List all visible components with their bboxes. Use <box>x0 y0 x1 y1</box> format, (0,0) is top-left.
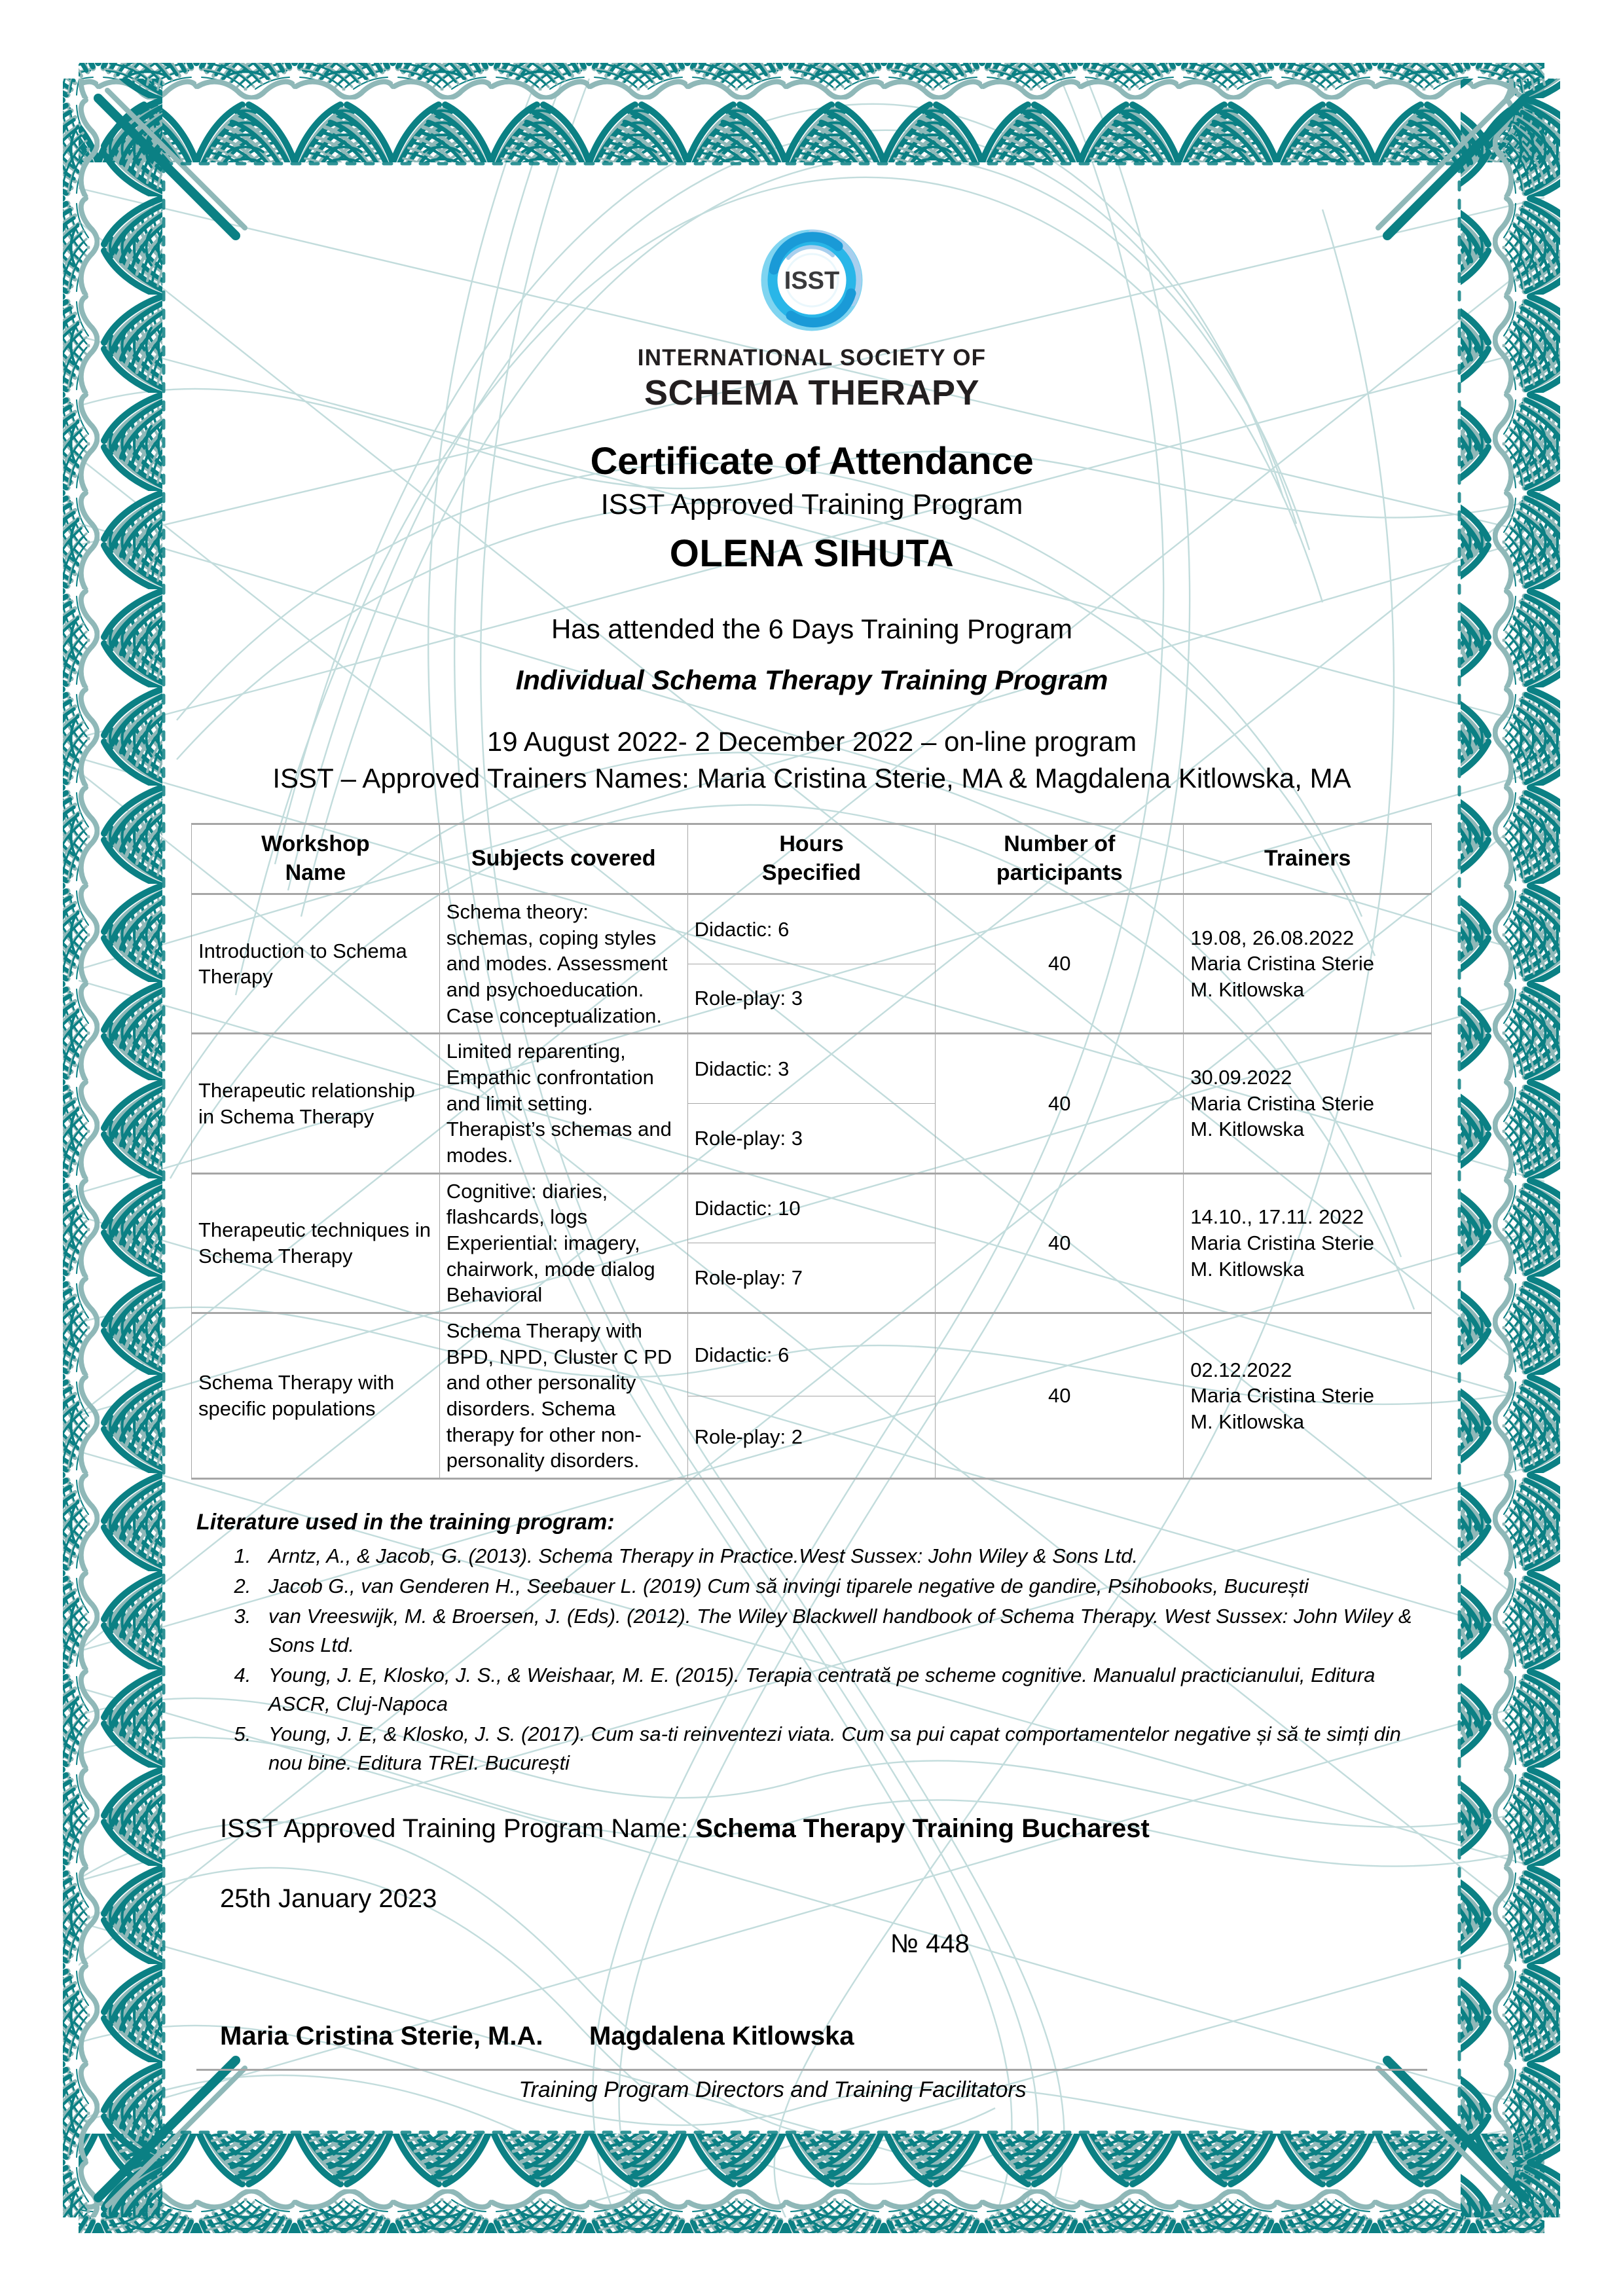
training-program-title: Individual Schema Therapy Training Program <box>515 665 1108 695</box>
cell-hours-didactic: Didactic: 3 <box>687 1034 936 1104</box>
signature-left-name: Maria Cristina Sterie, M.A. <box>220 2022 543 2051</box>
approved-program-line <box>220 1814 1427 1844</box>
cell-participants: 40 <box>936 1173 1184 1313</box>
cell-workshop-name: Schema Therapy with specific populations <box>192 1313 440 1479</box>
signature-divider <box>196 2069 1427 2071</box>
cell-hours-didactic: Didactic: 10 <box>687 1173 936 1243</box>
col-hours-l2: Specified <box>761 860 862 885</box>
list-item: 2. Jacob G., van Genderen H., Seebauer L. (2019) Cum să invingi tiparele negative de gandire, Psihobooks, București <box>257 1572 1427 1601</box>
cell-trainer-2: M. Kitlowska <box>1190 1257 1305 1281</box>
cell-participants: 40 <box>936 894 1184 1034</box>
list-item: 4. Young, J. E, Klosko, J. S., & Weishaar, M. E. (2015). Terapia centrată pe scheme cognitive. Manualul practicianului, Editura ASCR, Cluj-Napoca <box>257 1661 1427 1719</box>
signature-caption: Training Program Directors and Training Facilitators <box>519 2077 1027 2103</box>
col-hours <box>687 824 936 894</box>
workshops-table <box>191 823 1432 1480</box>
table-row <box>192 1173 1432 1243</box>
approved-trainers-line: ISST – Approved Trainers Names: Maria Cristina Sterie, MA & Magdalena Kitlowska, MA <box>272 763 1351 793</box>
cell-trainer-dates: 19.08, 26.08.2022 <box>1190 926 1355 949</box>
isst-logo-text: ISST <box>784 267 840 295</box>
table-row <box>192 1034 1432 1104</box>
cell-trainers <box>1184 1173 1432 1313</box>
issue-date: 25th January 2023 <box>220 1884 437 1914</box>
cell-subjects: Schema Therapy with BPD, NPD, Cluster C PD and other personality disorders. Schema therapy for other non-personality disorders. <box>439 1313 687 1479</box>
cell-trainer-1: Maria Cristina Sterie <box>1190 1384 1374 1408</box>
table-header-row <box>192 824 1432 894</box>
cell-workshop-name: Introduction to Schema Therapy <box>192 894 440 1034</box>
certificate-number: № 448 <box>890 1929 970 1959</box>
training-dates: 19 August 2022- 2 December 2022 – on-line program <box>486 726 1137 757</box>
cell-subjects: Limited reparenting, Empathic confrontation and limit setting. Therapist’s schemas and modes. <box>439 1034 687 1173</box>
certificate-content <box>196 196 1427 2103</box>
isst-logo-icon <box>754 223 869 338</box>
col-workshop-name <box>192 824 440 894</box>
cell-workshop-name: Therapeutic relationship in Schema Therapy <box>192 1034 440 1173</box>
cell-trainers <box>1184 894 1432 1034</box>
cell-subjects: Cognitive: diaries, flashcards, logs Experiential: imagery, chairwork, mode dialog Behavioral <box>439 1173 687 1313</box>
signature-row <box>196 2022 1427 2064</box>
cell-hours-didactic: Didactic: 6 <box>687 894 936 964</box>
cell-trainer-2: M. Kitlowska <box>1190 978 1305 1002</box>
table-row <box>192 894 1432 964</box>
cell-trainer-1: Maria Cristina Sterie <box>1190 1091 1374 1115</box>
col-participants-l1: Number of <box>1004 831 1116 857</box>
literature-heading: Literature used in the training program: <box>196 1510 615 1535</box>
cell-workshop-name: Therapeutic techniques in Schema Therapy <box>192 1173 440 1313</box>
cell-trainer-2: M. Kitlowska <box>1190 1118 1305 1141</box>
cell-participants: 40 <box>936 1034 1184 1173</box>
cell-hours-roleplay: Role-play: 7 <box>687 1243 936 1313</box>
cell-participants: 40 <box>936 1313 1184 1479</box>
certificate-subtitle: ISST Approved Training Program <box>600 488 1023 520</box>
col-workshop-name-l1: Workshop <box>261 831 370 857</box>
recipient-name: OLENA SIHUTA <box>669 532 955 575</box>
col-participants-l2: participants <box>996 860 1123 885</box>
cell-trainers <box>1184 1034 1432 1173</box>
logo-line-schema-therapy: SCHEMA THERAPY <box>644 373 980 412</box>
col-trainers: Trainers <box>1184 824 1432 894</box>
list-item: 1. Arntz, A., & Jacob, G. (2013). Schema Therapy in Practice.West Sussex: John Wiley & Sons Ltd. <box>257 1542 1427 1571</box>
cell-trainer-1: Maria Cristina Sterie <box>1190 952 1374 975</box>
cell-trainer-dates: 14.10., 17.11. 2022 <box>1190 1205 1364 1229</box>
literature-list <box>196 1542 1427 1777</box>
cell-trainer-1: Maria Cristina Sterie <box>1190 1231 1374 1255</box>
attendance-statement: Has attended the 6 Days Training Program <box>551 613 1073 644</box>
table-row <box>192 1313 1432 1396</box>
col-participants <box>936 824 1184 894</box>
col-subjects: Subjects covered <box>439 824 687 894</box>
col-hours-l1: Hours <box>779 831 844 857</box>
logo-line-international: INTERNATIONAL SOCIETY OF <box>637 345 987 371</box>
signature-right-name: Magdalena Kitlowska <box>589 2022 854 2051</box>
cell-hours-roleplay: Role-play: 3 <box>687 1104 936 1174</box>
isst-logo-block <box>196 223 1427 413</box>
col-workshop-name-l2: Name <box>285 860 346 885</box>
cell-trainer-2: M. Kitlowska <box>1190 1410 1305 1433</box>
approved-program-value: Schema Therapy Training Bucharest <box>695 1814 1150 1844</box>
page-title: Certificate of Attendance <box>590 440 1034 483</box>
cell-hours-roleplay: Role-play: 2 <box>687 1396 936 1479</box>
list-item: 3. van Vreeswijk, M. & Broersen, J. (Eds). (2012). The Wiley Blackwell handbook of Schema Therapy. West Sussex: John Wiley & Sons Ltd. <box>257 1602 1427 1660</box>
list-item: 5. Young, J. E, & Klosko, J. S. (2017). Cum sa-ti reinventezi viata. Cum sa pui capat comportamentelor negative și să te simți din nou bine. Editura TREI. București <box>257 1720 1427 1777</box>
cell-trainer-dates: 30.09.2022 <box>1190 1066 1292 1089</box>
cell-subjects: Schema theory: schemas, coping styles and modes. Assessment and psychoeducation. Case conceptualization. <box>439 894 687 1034</box>
cell-hours-didactic: Didactic: 6 <box>687 1313 936 1396</box>
workshops-table-body <box>192 894 1432 1479</box>
cell-trainer-dates: 02.12.2022 <box>1190 1358 1292 1381</box>
approved-program-label: ISST Approved Training Program Name: <box>220 1814 696 1844</box>
cell-hours-roleplay: Role-play: 3 <box>687 964 936 1034</box>
cell-trainers <box>1184 1313 1432 1479</box>
